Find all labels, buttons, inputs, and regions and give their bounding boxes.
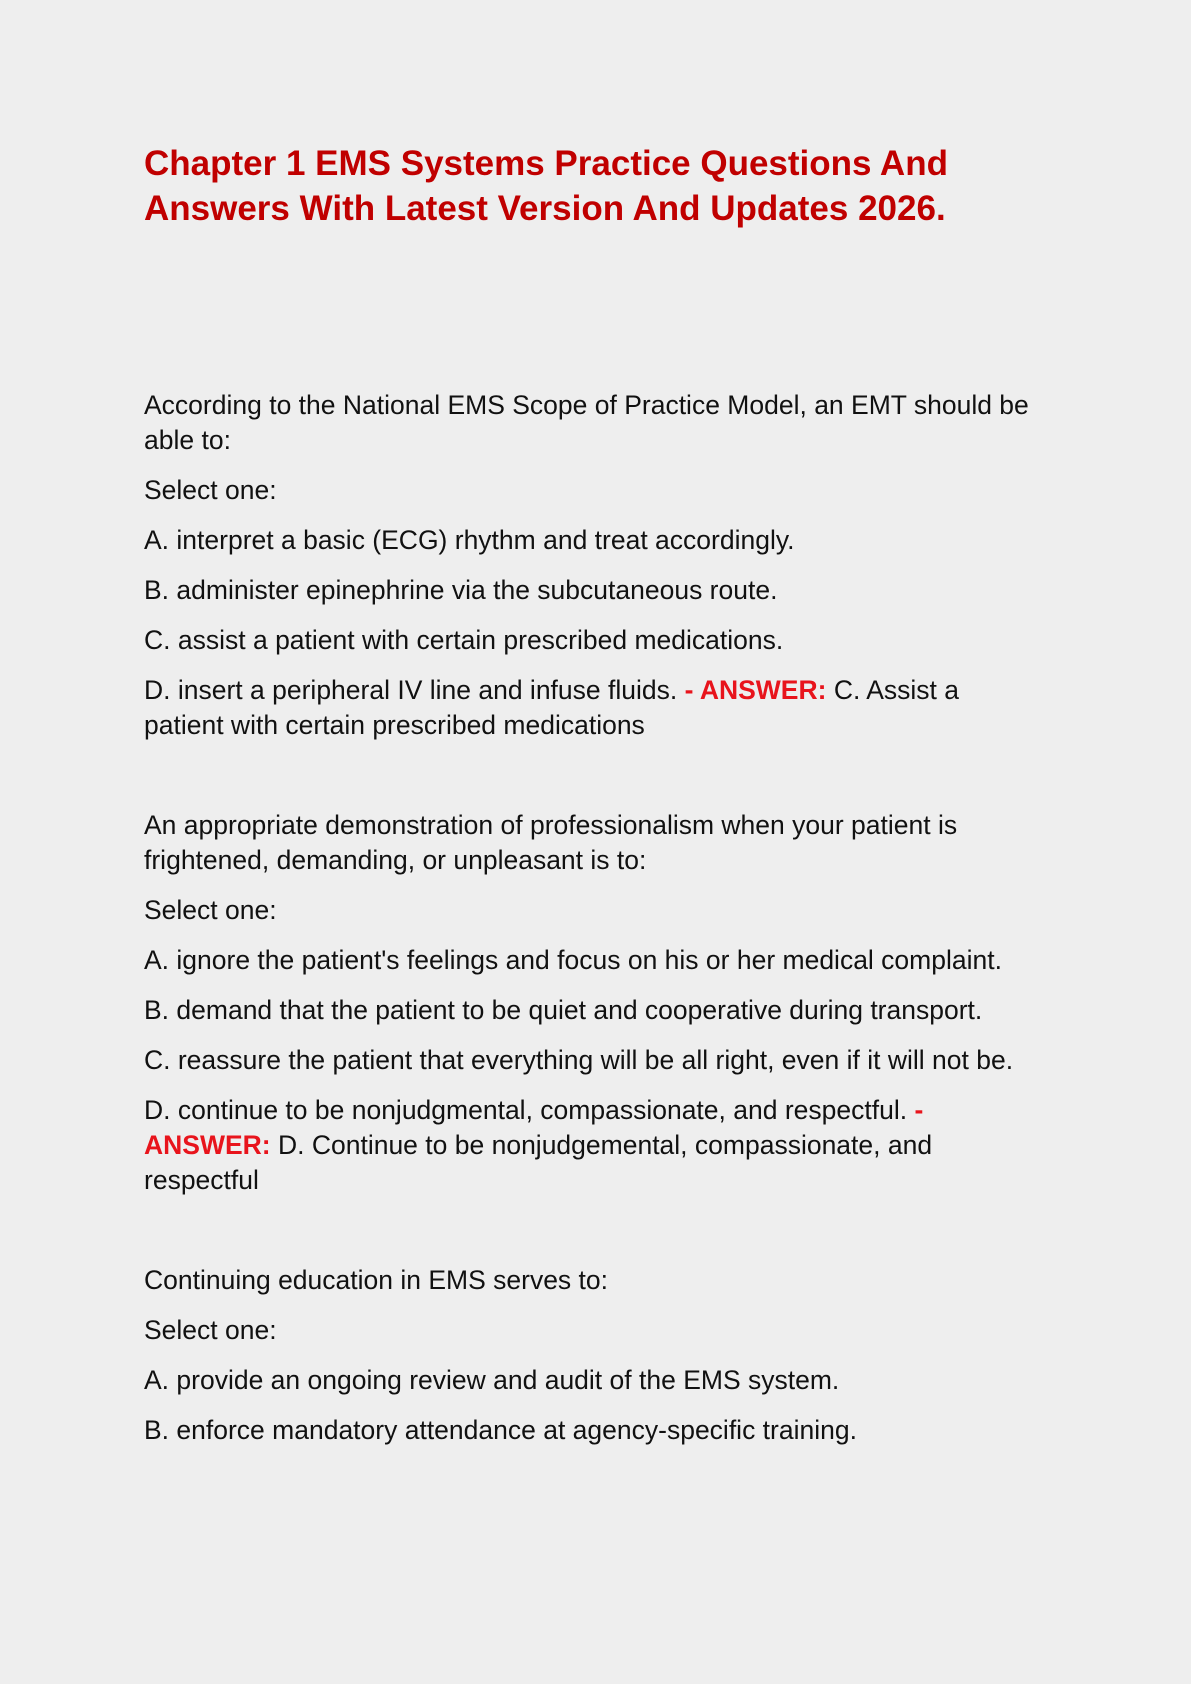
option-d: D. insert a peripheral IV line and infuse fluids. <box>144 675 678 705</box>
question-gap <box>144 1213 1044 1263</box>
option-d-with-answer <box>144 673 1044 743</box>
question-block <box>144 808 1044 1198</box>
option-b: B. administer epinephrine via the subcutaneous route. <box>144 575 778 605</box>
option-d: D. continue to be nonjudgmental, compassionate, and respectful. <box>144 1095 908 1125</box>
question-stem: An appropriate demonstration of professionalism when your patient is frightened, demanding, or unpleasant is to: <box>144 810 958 875</box>
question-stem: Continuing education in EMS serves to: <box>144 1265 609 1295</box>
title-line: Chapter 1 EMS Systems Practice Questions And <box>144 144 948 183</box>
select-prompt: Select one: <box>144 895 277 925</box>
select-prompt: Select one: <box>144 475 277 505</box>
answer-label: - ANSWER: <box>684 675 827 705</box>
document-title <box>144 141 1044 231</box>
title-line: Answers With Latest Version And Updates 2026. <box>144 189 946 228</box>
answer-text: D. Continue to be nonjudgemental, compassionate, and respectful <box>144 1130 933 1195</box>
option-b: B. enforce mandatory attendance at agency-specific training. <box>144 1415 857 1445</box>
option-a: A. provide an ongoing review and audit of the EMS system. <box>144 1365 840 1395</box>
select-prompt: Select one: <box>144 1315 277 1345</box>
question-gap <box>144 758 1044 808</box>
document-content <box>144 141 1044 1463</box>
question-stem: According to the National EMS Scope of Practice Model, an EMT should be able to: <box>144 390 1029 455</box>
option-a: A. interpret a basic (ECG) rhythm and treat accordingly. <box>144 525 795 555</box>
option-c: C. reassure the patient that everything will be all right, even if it will not be. <box>144 1045 1014 1075</box>
answer-text: C. Assist a patient with certain prescribed medications <box>144 675 959 740</box>
option-c: C. assist a patient with certain prescribed medications. <box>144 625 784 655</box>
option-b: B. demand that the patient to be quiet and cooperative during transport. <box>144 995 983 1025</box>
title-spacer <box>144 231 1044 388</box>
option-d-with-answer <box>144 1093 1044 1198</box>
option-a: A. ignore the patient's feelings and focus on his or her medical complaint. <box>144 945 1002 975</box>
question-block <box>144 388 1044 743</box>
answer-label: - ANSWER: <box>144 1095 924 1160</box>
question-block <box>144 1263 1044 1448</box>
